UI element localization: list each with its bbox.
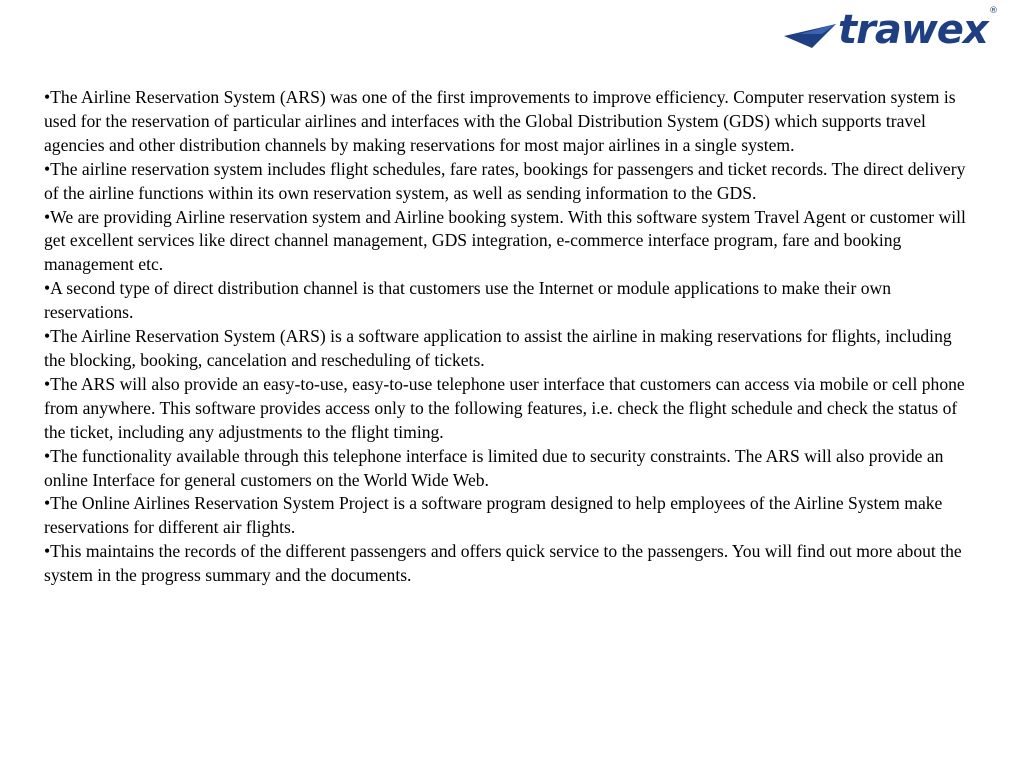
logo-wordmark: trawex xyxy=(838,7,988,53)
bullet-item: •A second type of direct distribution channel is that customers use the Internet or module applications to make their own reservations. xyxy=(44,278,892,323)
bullet-item: •We are providing Airline reservation system and Airline booking system. With this software system Travel Agent or customer will get excellent services like direct channel management, GDS integration, e-commerce interface program, fare and booking management etc. xyxy=(44,206,966,275)
bullet-item: •The Airline Reservation System (ARS) was one of the first improvements to improve efficiency. Computer reservation system is used for the reservation of particular airlines and interfaces with the Global Distribution System (GDS) which supports travel agencies and other distribution channels by making reservations for most major airlines in a single system. xyxy=(44,87,956,155)
bullet-item: •The Online Airlines Reservation System Project is a software program designed to help employees of the Airline System make reservations for different air flights. xyxy=(44,493,943,538)
bullet-item: •The Airline Reservation System (ARS) is a software application to assist the airline in making reservations for flights, including the blocking, booking, cancelation and rescheduling of tickets. xyxy=(44,326,952,370)
bullet-item: •The airline reservation system includes flight schedules, fare rates, bookings for passengers and ticket records. The direct delivery of the airline functions within its own reservation system, as well as sending information to the GDS. xyxy=(44,158,966,203)
bullet-item: •This maintains the records of the different passengers and offers quick service to the passengers. You will find out more about the system in the progress summary and the documents. xyxy=(44,541,962,586)
bullet-list xyxy=(44,86,974,588)
bullet-item: •The functionality available through this telephone interface is limited due to security constraints. The ARS will also provide an online Interface for general customers on the World Wide Web. xyxy=(44,445,944,490)
trawex-logo xyxy=(782,6,1002,56)
registered-mark: ® xyxy=(989,6,998,16)
bullet-item: •The ARS will also provide an easy-to-use, easy-to-use telephone user interface that customers can access via mobile or cell phone from anywhere. This software provides access only to the following features, i.e. check the flight schedule and check the status of the ticket, including any adjustments to the flight timing. xyxy=(44,373,965,442)
arrow-swoosh-icon xyxy=(782,6,842,56)
